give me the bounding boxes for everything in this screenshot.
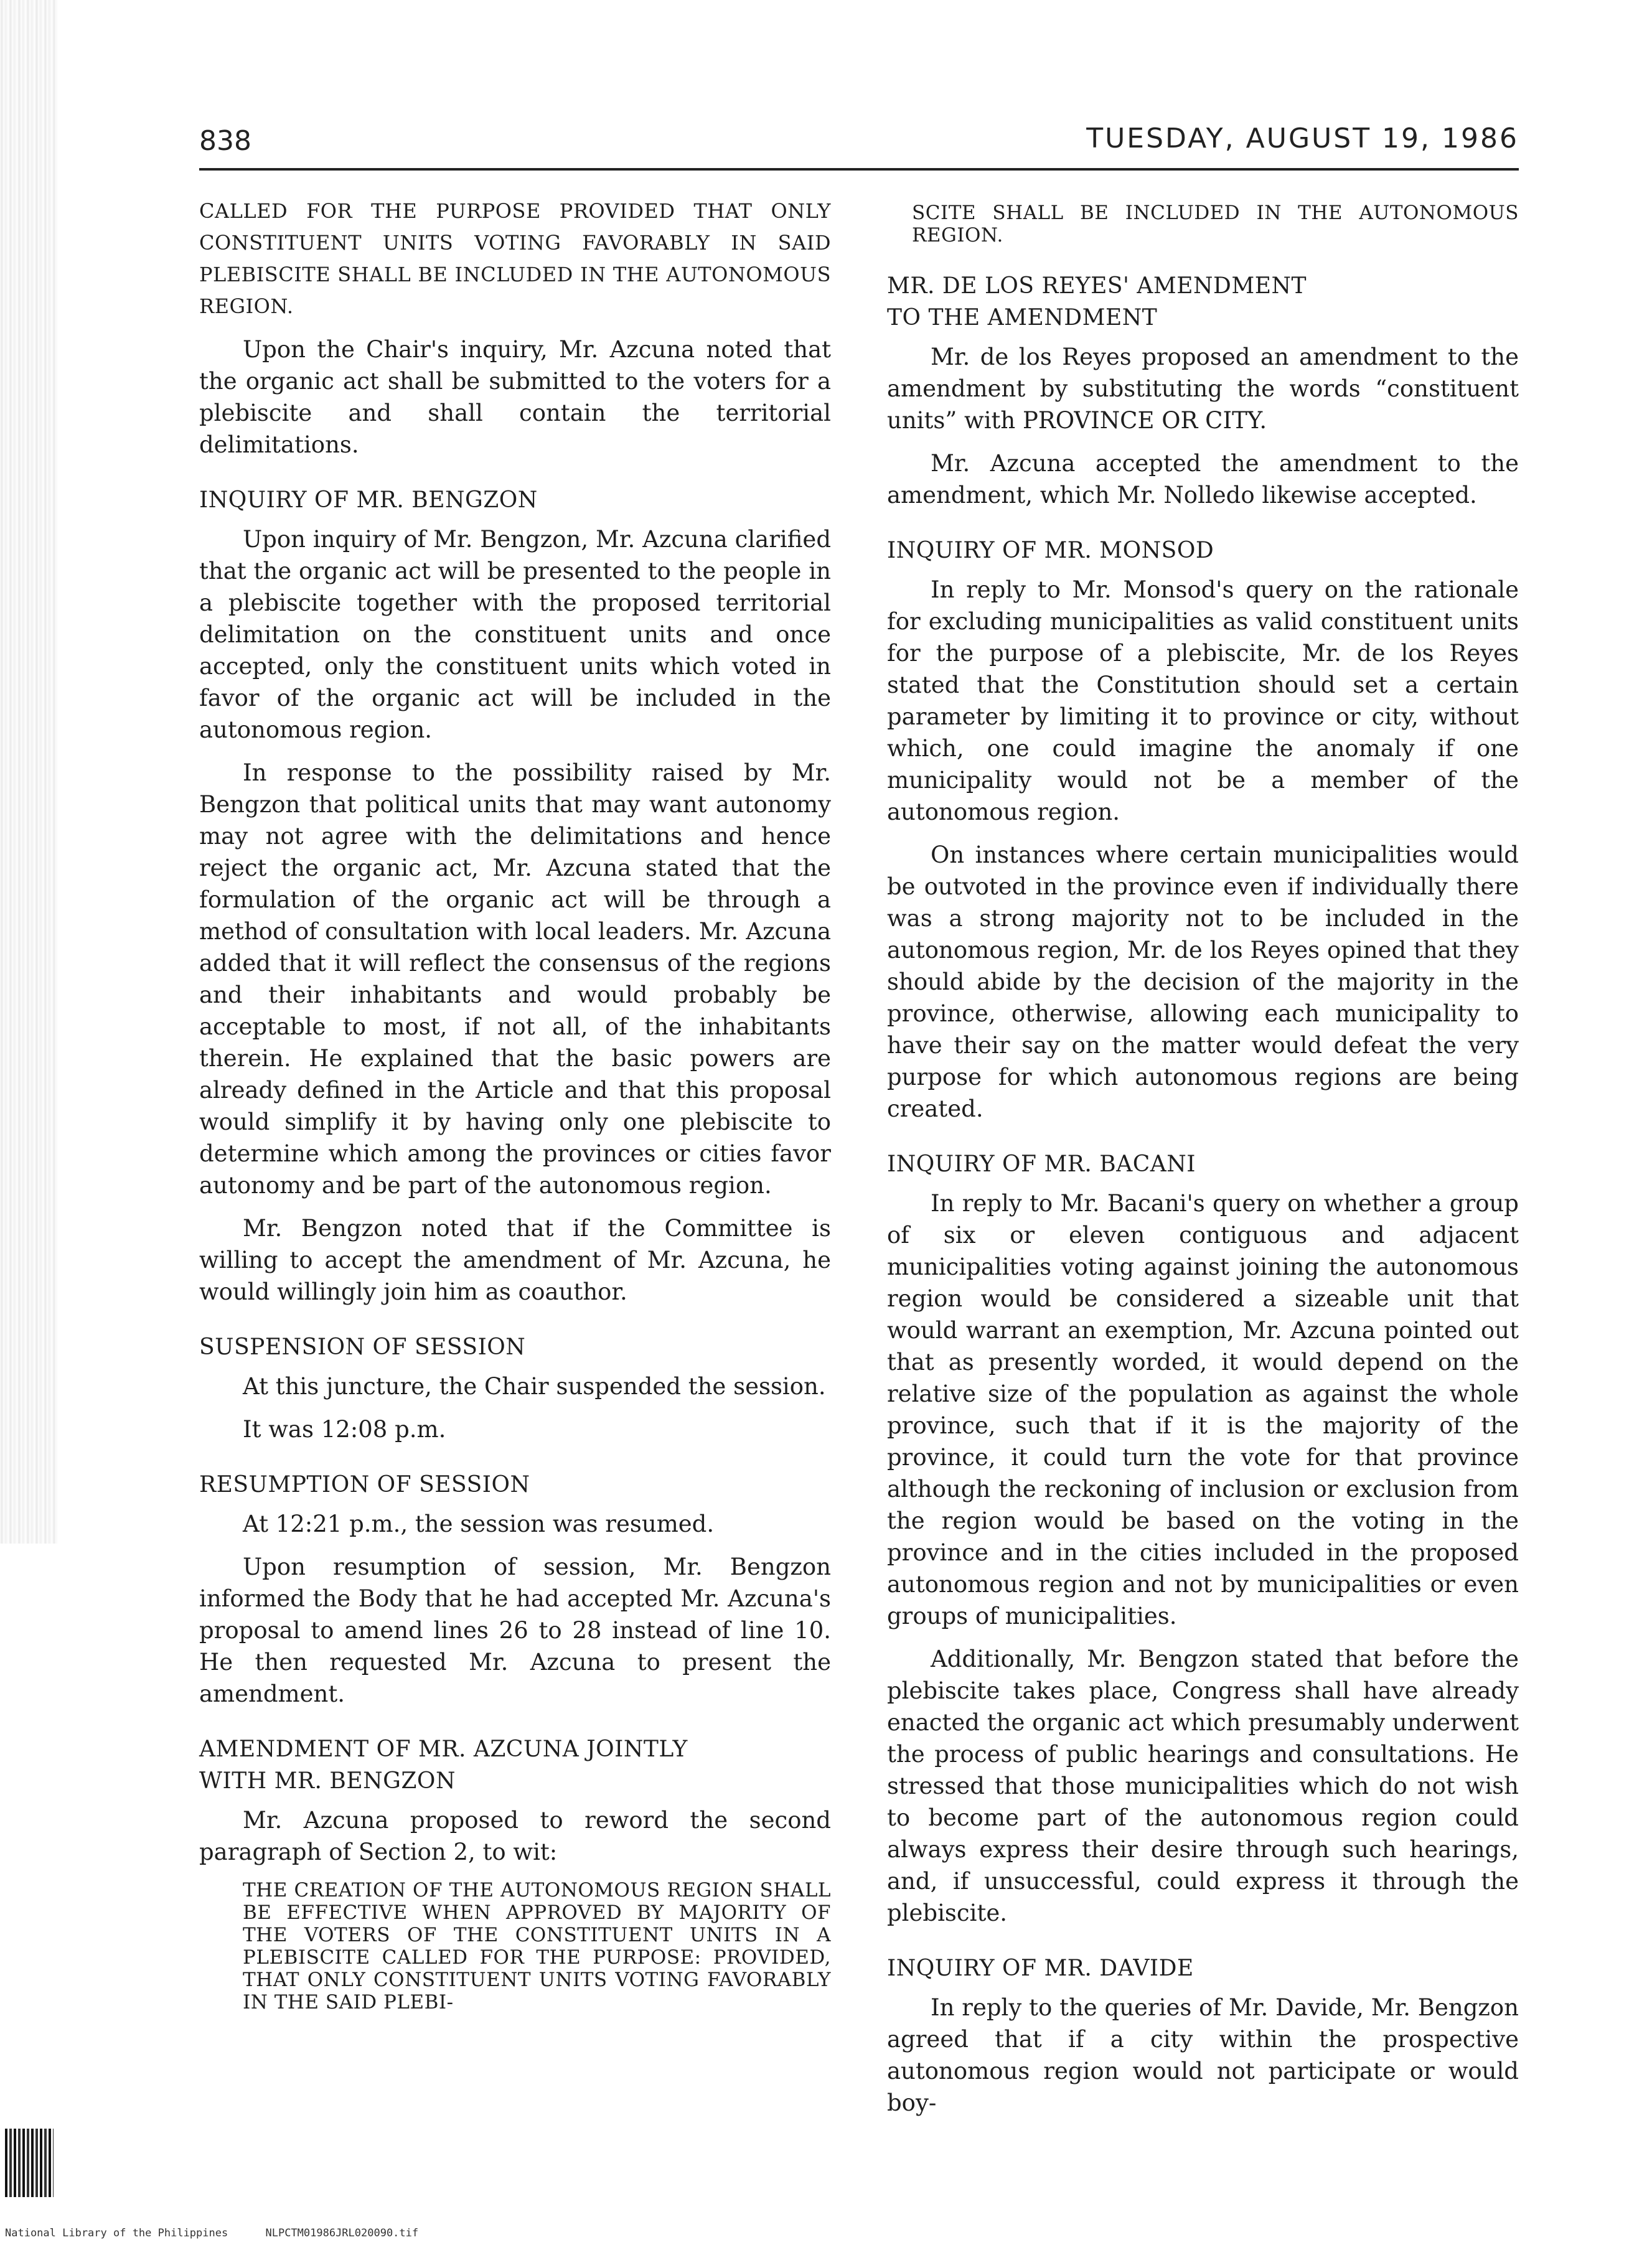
paragraph: Mr. Bengzon noted that if the Committee is willing to accept the amendment of Mr. Azcuna, he would willingly join him as coauthor. bbox=[199, 1215, 831, 1305]
paragraph: Mr. de los Reyes proposed an amendment to the amendment by substituting the words “constituent units” with PROVINCE OR CITY. bbox=[887, 344, 1519, 434]
paragraph: In response to the possibility raised by Mr. Bengzon that political units that may want autonomy may not agree with the delimitations and hence reject the organic act, Mr. Azcuna stated that the formulation of the organic act will be through a method of consultation with local leaders. Mr. Azcuna added that it will reflect the consensus of the regions and their inhabitants and would probably be acceptable to most, if not all, of the inhabitants therein. He explained that the basic powers are already defined in the Article and that this proposal would simplify it by having only one plebiscite to determine which among the provinces or cities favor autonomy and be part of the autonomous region. bbox=[199, 759, 831, 1199]
left-column bbox=[199, 195, 831, 2130]
right-column bbox=[887, 195, 1519, 2130]
quoted-amendment: THE CREATION OF THE AUTONOMOUS REGION SHALL BE EFFECTIVE WHEN APPROVED BY MAJORITY OF THE VOTERS OF THE CONSTITUENT UNITS IN A PLEBISCITE CALLED FOR THE PURPOSE: PROVIDED, THAT ONLY CONSTITUENT UNITS VOTING FAVORABLY IN THE SAID PLEBI- bbox=[243, 1879, 831, 2013]
paragraph: In reply to Mr. Monsod's query on the rationale for excluding municipalities as valid constituent units for the purpose of a plebiscite, Mr. de los Reyes stated that the Constitution should set a certain parameter by limiting it to province or city, without which, one could imagine the anomaly if one municipality would not be a member of the autonomous region. bbox=[887, 576, 1519, 825]
paragraph: Mr. Azcuna accepted the amendment to the amendment, which Mr. Nolledo likewise accepted. bbox=[887, 450, 1519, 509]
page-date: TUESDAY, AUGUST 19, 1986 bbox=[1086, 123, 1519, 154]
section-heading-inquiry-bengzon: INQUIRY OF MR. BENGZON bbox=[199, 487, 538, 513]
section-heading-inquiry-monsod: INQUIRY OF MR. MONSOD bbox=[887, 538, 1214, 563]
two-column-body bbox=[199, 195, 1519, 2130]
paragraph: In reply to the queries of Mr. Davide, Mr. Bengzon agreed that if a city within the prospective autonomous region would not participate or would boy- bbox=[887, 1994, 1519, 2116]
section-heading-de-los-reyes-amendment: MR. DE LOS REYES' AMENDMENT TO THE AMENDMENT bbox=[887, 273, 1307, 330]
quoted-amendment-continued: SCITE SHALL BE INCLUDED IN THE AUTONOMOUS REGION. bbox=[912, 202, 1519, 246]
paragraph: Mr. Azcuna proposed to reword the second paragraph of Section 2, to wit: bbox=[199, 1807, 831, 1865]
library-credit: National Library of the Philippines bbox=[5, 2227, 228, 2239]
paragraph: Additionally, Mr. Bengzon stated that before the plebiscite takes place, Congress shall have already enacted the organic act which presumably underwent the process of public hearings and consultations. He stressed that those municipalities which do not wish to become part of the autonomous region could always express their desire through such hearings, and, if unsuccessful, could express it through the plebiscite. bbox=[887, 1646, 1519, 1926]
scan-footer bbox=[5, 2227, 449, 2239]
page-header bbox=[199, 100, 1519, 171]
paragraph: On instances where certain municipalities would be outvoted in the province even if individually there was a strong majority not to be included in the autonomous region, Mr. de los Reyes opined that they should abide by the decision of the majority in the province, otherwise, allowing each municipality to have their say on the matter would defeat the very purpose for which autonomous regions are being created. bbox=[887, 841, 1519, 1122]
amendment-text-continued: CALLED FOR THE PURPOSE PROVIDED THAT ONLY CONSTITUENT UNITS VOTING FAVORABLY IN SAID PLEBISCITE SHALL BE INCLUDED IN THE AUTONOMOUS REGION. bbox=[199, 199, 831, 318]
section-heading-amendment-azcuna: AMENDMENT OF MR. AZCUNA JOINTLY WITH MR. BENGZON bbox=[199, 1737, 688, 1794]
scan-filename: NLPCTM01986JRL020090.tif bbox=[265, 2227, 419, 2239]
section-heading-resumption: RESUMPTION OF SESSION bbox=[199, 1472, 530, 1498]
section-heading-inquiry-davide: INQUIRY OF MR. DAVIDE bbox=[887, 1956, 1194, 1981]
section-heading-suspension: SUSPENSION OF SESSION bbox=[199, 1334, 526, 1360]
paragraph: At this juncture, the Chair suspended the session. bbox=[243, 1373, 826, 1400]
scan-barcode-mark bbox=[5, 2129, 54, 2197]
page-number: 838 bbox=[199, 125, 251, 157]
paragraph: Upon inquiry of Mr. Bengzon, Mr. Azcuna clarified that the organic act will be presented to the people in a plebiscite together with the proposed territorial delimitation on the constituent units and once accepted, only the constituent units which voted in favor of the organic act will be included in the autonomous region. bbox=[199, 526, 831, 743]
paragraph: Upon the Chair's inquiry, Mr. Azcuna noted that the organic act shall be submitted to the voters for a plebiscite and shall contain the territorial delimitations. bbox=[199, 336, 831, 458]
section-heading-inquiry-bacani: INQUIRY OF MR. BACANI bbox=[887, 1151, 1196, 1177]
paragraph: Upon resumption of session, Mr. Bengzon informed the Body that he had accepted Mr. Azcuna's proposal to amend lines 26 to 28 instead of line 10. He then requested Mr. Azcuna to present the amendment. bbox=[199, 1554, 831, 1707]
journal-page bbox=[199, 100, 1519, 2130]
paragraph: In reply to Mr. Bacani's query on whether a group of six or eleven contiguous and adjacent municipalities voting against joining the autonomous region would be considered a sizeable unit that would warrant an exemption, Mr. Azcuna pointed out that as presently worded, it would depend on the relative size of the population as against the whole province, such that if it is the majority of the province, it could turn the vote for that province although the reckoning of inclusion or exclusion from the region would be based on the voting in the province and in the cities included in the proposed autonomous region and not by municipalities or even groups of municipalities. bbox=[887, 1190, 1519, 1629]
paragraph: It was 12:08 p.m. bbox=[243, 1416, 446, 1443]
paragraph: At 12:21 p.m., the session was resumed. bbox=[243, 1511, 715, 1537]
scan-edge bbox=[0, 0, 57, 1544]
